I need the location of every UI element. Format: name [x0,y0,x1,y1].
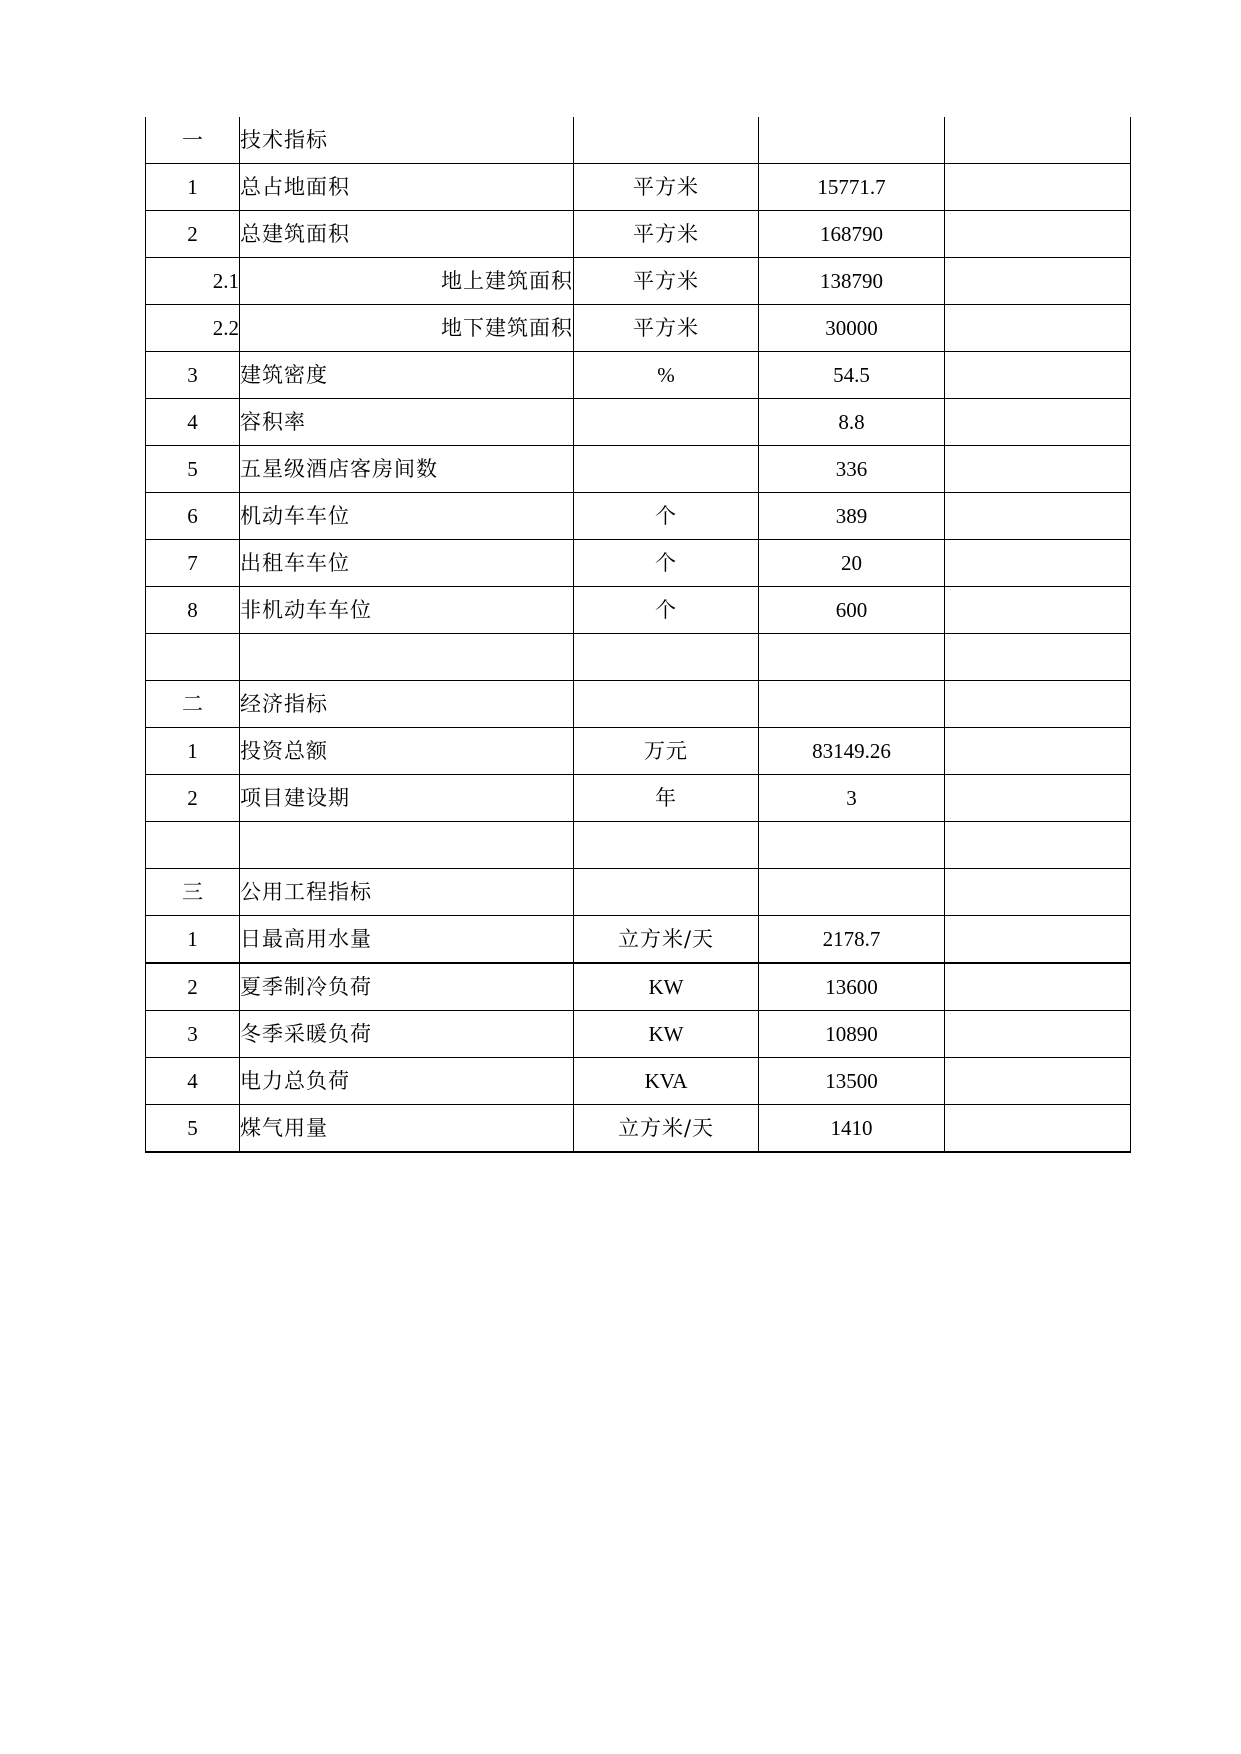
row-number: 1 [146,916,240,964]
table-row [146,164,1131,211]
unit-cell: 万元 [574,728,759,775]
table-row [146,775,1131,822]
note-cell [945,399,1131,446]
value-cell: 168790 [759,211,945,258]
table-row [146,728,1131,775]
row-number: 二 [146,681,240,728]
table-row [146,446,1131,493]
value-cell: 336 [759,446,945,493]
note-cell [945,1105,1131,1153]
section-row [146,117,1131,164]
unit-cell: 平方米 [574,258,759,305]
unit-cell: 平方米 [574,305,759,352]
table-row [146,916,1131,964]
row-number [146,822,240,869]
indicator-name: 总占地面积 [240,164,574,211]
indicator-name: 投资总额 [240,728,574,775]
row-number: 2 [146,963,240,1011]
indicator-name [240,822,574,869]
value-cell: 13600 [759,963,945,1011]
value-cell: 138790 [759,258,945,305]
indicators-table-body [146,117,1131,1152]
note-cell [945,352,1131,399]
row-number: 5 [146,1105,240,1153]
indicator-name: 建筑密度 [240,352,574,399]
unit-cell: KW [574,963,759,1011]
unit-cell: 立方米/天 [574,916,759,964]
indicator-name: 容积率 [240,399,574,446]
note-cell [945,916,1131,964]
value-cell: 8.8 [759,399,945,446]
blank-row [146,822,1131,869]
indicator-name: 项目建设期 [240,775,574,822]
unit-cell [574,446,759,493]
note-cell [945,540,1131,587]
row-number: 1 [146,164,240,211]
indicator-name: 非机动车车位 [240,587,574,634]
note-cell [945,446,1131,493]
indicator-name: 技术指标 [240,117,574,164]
row-number: 5 [146,446,240,493]
note-cell [945,822,1131,869]
unit-cell [574,869,759,916]
table-row [146,258,1131,305]
row-number: 4 [146,399,240,446]
row-number: 2.2 [146,305,240,352]
table-row [146,493,1131,540]
note-cell [945,305,1131,352]
note-cell [945,728,1131,775]
unit-cell [574,681,759,728]
table-row [146,587,1131,634]
table-row [146,1105,1131,1153]
row-number: 7 [146,540,240,587]
row-number: 2.1 [146,258,240,305]
value-cell: 20 [759,540,945,587]
indicators-table [145,117,1131,1153]
indicator-name: 公用工程指标 [240,869,574,916]
unit-cell: 年 [574,775,759,822]
table-row [146,540,1131,587]
unit-cell [574,634,759,681]
indicator-name: 电力总负荷 [240,1058,574,1105]
indicator-name [240,634,574,681]
table-row [146,1011,1131,1058]
indicator-name: 总建筑面积 [240,211,574,258]
value-cell [759,117,945,164]
unit-cell: % [574,352,759,399]
unit-cell [574,117,759,164]
value-cell [759,822,945,869]
row-number: 3 [146,1011,240,1058]
value-cell: 3 [759,775,945,822]
note-cell [945,1011,1131,1058]
value-cell: 2178.7 [759,916,945,964]
value-cell: 1410 [759,1105,945,1153]
row-number: 4 [146,1058,240,1105]
unit-cell: 平方米 [574,164,759,211]
unit-cell: KW [574,1011,759,1058]
value-cell: 54.5 [759,352,945,399]
indicator-name: 地下建筑面积 [240,305,574,352]
indicator-name: 地上建筑面积 [240,258,574,305]
note-cell [945,211,1131,258]
table-row [146,305,1131,352]
row-number: 8 [146,587,240,634]
note-cell [945,869,1131,916]
unit-cell: 立方米/天 [574,1105,759,1153]
note-cell [945,1058,1131,1105]
row-number: 6 [146,493,240,540]
unit-cell: 平方米 [574,211,759,258]
section-row [146,681,1131,728]
note-cell [945,258,1131,305]
row-number: 三 [146,869,240,916]
note-cell [945,587,1131,634]
unit-cell: 个 [574,540,759,587]
value-cell [759,634,945,681]
note-cell [945,164,1131,211]
indicator-name: 煤气用量 [240,1105,574,1153]
unit-cell [574,822,759,869]
blank-row [146,634,1131,681]
indicator-name: 出租车车位 [240,540,574,587]
value-cell: 389 [759,493,945,540]
value-cell: 10890 [759,1011,945,1058]
row-number: 1 [146,728,240,775]
note-cell [945,493,1131,540]
indicator-name: 五星级酒店客房间数 [240,446,574,493]
value-cell: 13500 [759,1058,945,1105]
note-cell [945,775,1131,822]
row-number: 一 [146,117,240,164]
note-cell [945,681,1131,728]
value-cell: 15771.7 [759,164,945,211]
table-row [146,1058,1131,1105]
note-cell [945,963,1131,1011]
indicator-name: 夏季制冷负荷 [240,963,574,1011]
value-cell: 30000 [759,305,945,352]
indicator-name: 冬季采暖负荷 [240,1011,574,1058]
unit-cell: 个 [574,493,759,540]
indicator-name: 机动车车位 [240,493,574,540]
value-cell [759,681,945,728]
table-row [146,963,1131,1011]
unit-cell: 个 [574,587,759,634]
row-number [146,634,240,681]
table-row [146,211,1131,258]
value-cell: 83149.26 [759,728,945,775]
value-cell: 600 [759,587,945,634]
unit-cell: KVA [574,1058,759,1105]
note-cell [945,117,1131,164]
row-number: 2 [146,211,240,258]
section-row [146,869,1131,916]
indicator-name: 日最高用水量 [240,916,574,964]
table-row [146,352,1131,399]
row-number: 2 [146,775,240,822]
row-number: 3 [146,352,240,399]
value-cell [759,869,945,916]
table-row [146,399,1131,446]
note-cell [945,634,1131,681]
indicator-name: 经济指标 [240,681,574,728]
unit-cell [574,399,759,446]
